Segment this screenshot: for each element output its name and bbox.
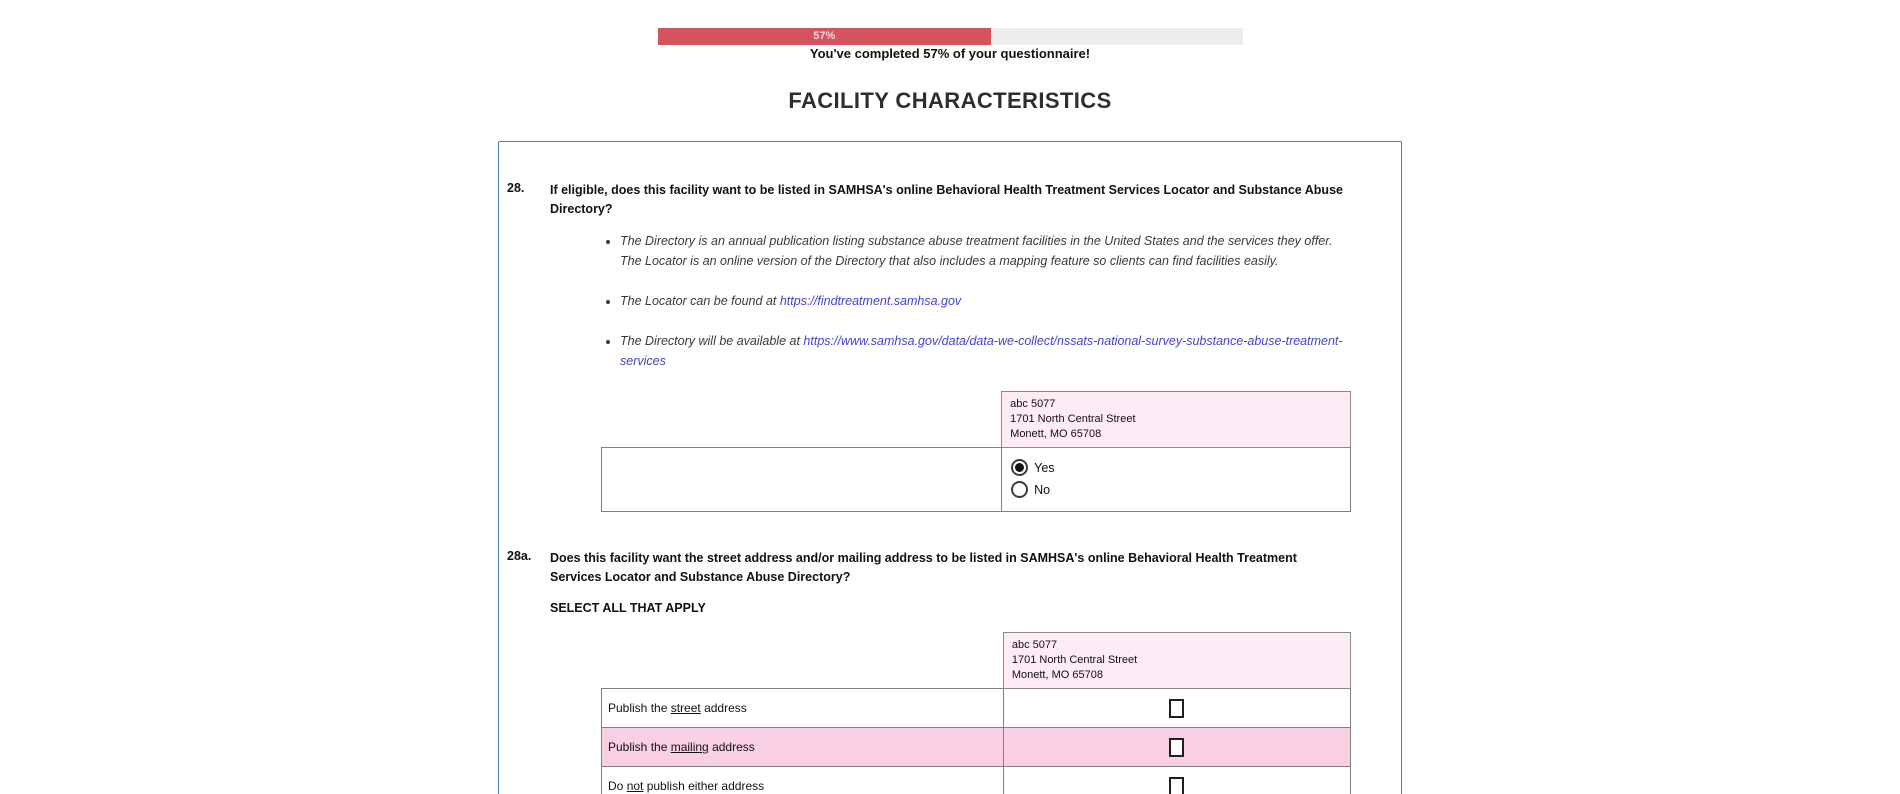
row-label-publish-street: Publish the street address — [602, 689, 1004, 728]
checkbox-publish-mailing[interactable] — [1169, 738, 1184, 757]
progress-bar-fill — [658, 28, 991, 45]
yes-no-answer-cell — [1002, 448, 1351, 512]
progress-bar-track — [658, 28, 1243, 45]
question-28-notes — [550, 231, 1351, 371]
question-28 — [499, 181, 1401, 512]
checkbox-cell-publish-mailing — [1003, 728, 1350, 767]
question-28a-answer-table — [601, 632, 1351, 794]
empty-label-cell — [602, 448, 1002, 512]
facility-city-state-zip: Monett, MO 65708 — [1011, 669, 1103, 681]
question-28-answer-table — [601, 391, 1351, 512]
facility-street: 1701 North Central Street — [1010, 413, 1136, 425]
facility-street: 1701 North Central Street — [1011, 654, 1138, 666]
checkbox-publish-street[interactable] — [1169, 699, 1184, 718]
table-spacer-cell — [602, 633, 1004, 689]
progress-caption: You've completed 57% of your questionnaire! — [809, 46, 1091, 61]
progress-percent-label: 57% — [813, 30, 836, 42]
facility-address-header — [1002, 392, 1351, 448]
question-28-text: If eligible, does this facility want to be listed in SAMHSA's online Behavioral Health Treatment Services Locator and Substance Abuse Directory? — [550, 183, 1343, 216]
radio-label-no: No — [1034, 482, 1051, 497]
table-row-publish-street — [602, 689, 1351, 728]
question-28-number: 28. — [507, 181, 525, 195]
radio-button-no[interactable] — [1011, 481, 1028, 498]
row-label-publish-mailing: Publish the mailing address — [602, 728, 1004, 767]
radio-button-yes[interactable] — [1011, 459, 1028, 476]
note-directory-link: • The Directory will be available at https://www.samhsa.gov/data/data-we-collect/nssats-national-survey-substance-abuse-treatment-services — [620, 331, 1351, 371]
question-28a-number: 28a. — [507, 549, 532, 563]
radio-label-yes: Yes — [1034, 460, 1055, 475]
row-label-no-publish: Do not publish either address — [602, 767, 1004, 794]
radio-option-no[interactable] — [1011, 481, 1350, 498]
question-28a — [499, 549, 1401, 794]
page-title: FACILITY CHARACTERISTICS — [788, 88, 1112, 113]
select-all-instruction: SELECT ALL THAT APPLY — [550, 601, 706, 615]
question-28a-text: Does this facility want the street address and/or mailing address to be listed in SAMHSA's online Behavioral Health Treatment Services Locator and Substance Abuse Directory? — [550, 551, 1297, 584]
locator-link[interactable]: https://findtreatment.samhsa.gov — [779, 294, 962, 308]
radio-option-yes[interactable] — [1011, 459, 1350, 476]
checkbox-cell-publish-street — [1003, 689, 1350, 728]
facility-address-header — [1003, 633, 1350, 689]
questionnaire-section-box — [498, 141, 1402, 794]
directory-link[interactable]: https://www.samhsa.gov/data/data-we-collect/nssats-national-survey-substance-abuse-treatment-services — [620, 334, 1343, 368]
table-row-publish-mailing — [602, 728, 1351, 767]
table-spacer-cell — [602, 392, 1002, 448]
checkbox-cell-no-publish — [1003, 767, 1350, 794]
facility-city-state-zip: Monett, MO 65708 — [1010, 428, 1102, 440]
facility-name: abc 5077 — [1011, 639, 1058, 651]
checkbox-no-publish[interactable] — [1169, 777, 1184, 794]
table-row-no-publish — [602, 767, 1351, 794]
note-locator-link: • The Locator can be found at https://findtreatment.samhsa.gov — [620, 291, 1351, 311]
note-directory-description: • The Directory is an annual publication listing substance abuse treatment facilities in the United States and the services they offer. The Locator is an online version of the Directory that also includes a mapping feature so clients can find facilities easily. — [620, 231, 1351, 271]
facility-name: abc 5077 — [1010, 398, 1056, 410]
